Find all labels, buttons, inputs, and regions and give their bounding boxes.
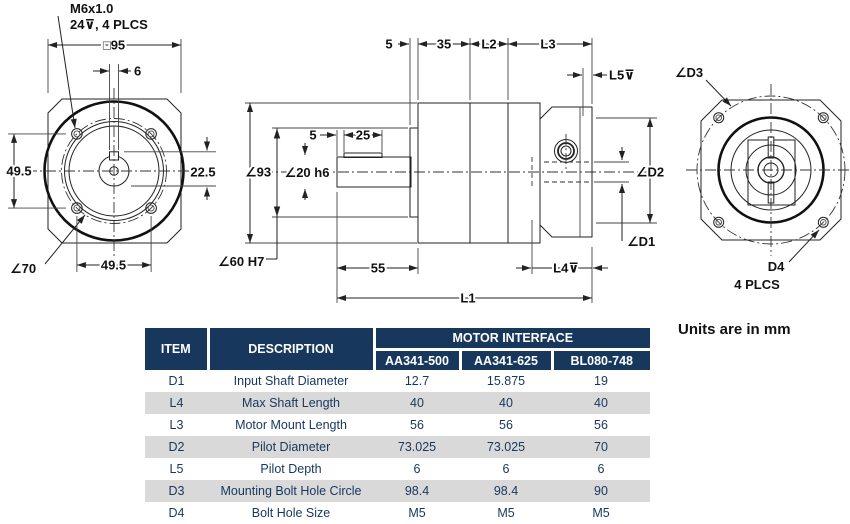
cell-value: 70	[594, 440, 608, 454]
cell-item: D2	[168, 440, 185, 454]
cell-value: 98.4	[404, 484, 430, 498]
table-row	[145, 392, 650, 414]
cell-item: L4	[169, 396, 184, 410]
front-view-dimensions	[6, 1, 216, 276]
col-header-model-2: AA341-625	[460, 350, 552, 371]
cell-value: 6	[413, 462, 421, 476]
side-body	[418, 103, 540, 243]
table-row	[145, 480, 650, 502]
dim-bolt-circle-70: ∠70	[10, 261, 37, 276]
front-view	[6, 1, 216, 276]
cell-item: L5	[169, 462, 184, 476]
rear-view	[675, 65, 850, 292]
dim-key-length-25: 25	[355, 127, 371, 143]
cell-description: Pilot Diameter	[251, 440, 331, 454]
cell-value: 12.7	[404, 374, 430, 388]
rear-view-geometry	[686, 84, 850, 256]
cell-description: Mounting Bolt Hole Circle	[220, 484, 362, 498]
col-header-group: MOTOR INTERFACE	[374, 328, 650, 350]
cell-value: 6	[597, 462, 605, 476]
front-view-geometry	[26, 88, 202, 272]
dim-front-section-35: 35	[436, 36, 452, 52]
dim-key-height: 22.5	[190, 164, 216, 180]
dim-bolt-spacing-v: 49.5	[6, 163, 32, 179]
cell-value: 98.4	[493, 484, 519, 498]
dim-d4-line2: 4 PLCS	[734, 277, 780, 292]
units-note: Units are in mm	[678, 321, 791, 338]
table-body	[145, 370, 650, 524]
cell-value: 73.025	[486, 440, 526, 454]
cell-value: 56	[410, 418, 424, 432]
table-row	[145, 370, 650, 392]
dim-front-pilot-depth: 5	[385, 36, 393, 52]
cell-value: M5	[408, 506, 426, 520]
thread-note-line2: 24⊽, 4 PLCS	[70, 17, 148, 32]
cell-item: D1	[168, 374, 185, 388]
cell-value: 6	[502, 462, 510, 476]
cell-value: 15.875	[486, 374, 526, 388]
side-view-dimensions	[218, 37, 664, 306]
cell-value: 73.025	[397, 440, 437, 454]
table-row	[145, 414, 650, 436]
cell-value: 40	[594, 396, 608, 410]
dim-d3: ∠D3	[674, 65, 704, 80]
dim-l5: L5⊽	[609, 67, 635, 83]
col-header-model-3: BL080-748	[552, 350, 650, 371]
dim-shaft-len-55: 55	[370, 260, 386, 276]
table-row	[145, 458, 650, 480]
dim-square-95: □95	[102, 37, 126, 53]
cell-item: D4	[168, 506, 185, 520]
cell-value: M5	[592, 506, 610, 520]
table-header	[145, 328, 650, 370]
dim-l2: L2	[481, 36, 497, 52]
cell-value: 40	[410, 396, 424, 410]
dim-body-dia-93: ∠93	[244, 164, 272, 180]
cell-description: Input Shaft Diameter	[233, 374, 349, 388]
cell-description: Max Shaft Length	[242, 396, 340, 410]
dim-d4-line1: D4	[767, 259, 785, 274]
cell-item: L3	[169, 418, 184, 432]
dim-l1: L1	[460, 290, 476, 306]
table-row	[145, 502, 650, 524]
dim-l4: L4⊽	[553, 260, 579, 276]
dim-bolt-spacing-h: 49.5	[100, 257, 127, 273]
rear-view-dimensions	[675, 65, 819, 292]
dim-key-width-6: 6	[134, 63, 142, 79]
dim-key-offset-5: 5	[309, 127, 317, 143]
cell-description: Bolt Hole Size	[251, 506, 331, 520]
table-row	[145, 436, 650, 458]
col-header-description: DESCRIPTION	[208, 328, 374, 370]
dim-pilot-dia-60: ∠60 H7	[218, 254, 265, 269]
cell-value: 19	[594, 374, 608, 388]
cell-description: Pilot Depth	[260, 462, 322, 476]
dim-d2: ∠D2	[635, 164, 665, 180]
motor-interface-table	[145, 328, 650, 524]
dim-shaft-dia-20: ∠20 h6	[284, 165, 330, 180]
cell-description: Motor Mount Length	[235, 418, 347, 432]
col-header-model-1: AA341-500	[374, 350, 460, 371]
cell-item: D3	[168, 484, 185, 498]
col-header-item: ITEM	[145, 328, 208, 370]
dim-d1: ∠D1	[627, 234, 656, 249]
dim-l3: L3	[540, 36, 556, 52]
cell-value: 40	[499, 396, 513, 410]
cell-value: 56	[499, 418, 513, 432]
side-view	[218, 37, 664, 306]
cell-value: M5	[497, 506, 515, 520]
cell-value: 90	[594, 484, 608, 498]
thread-note-line1: M6x1.0	[70, 1, 114, 16]
cell-value: 56	[594, 418, 608, 432]
